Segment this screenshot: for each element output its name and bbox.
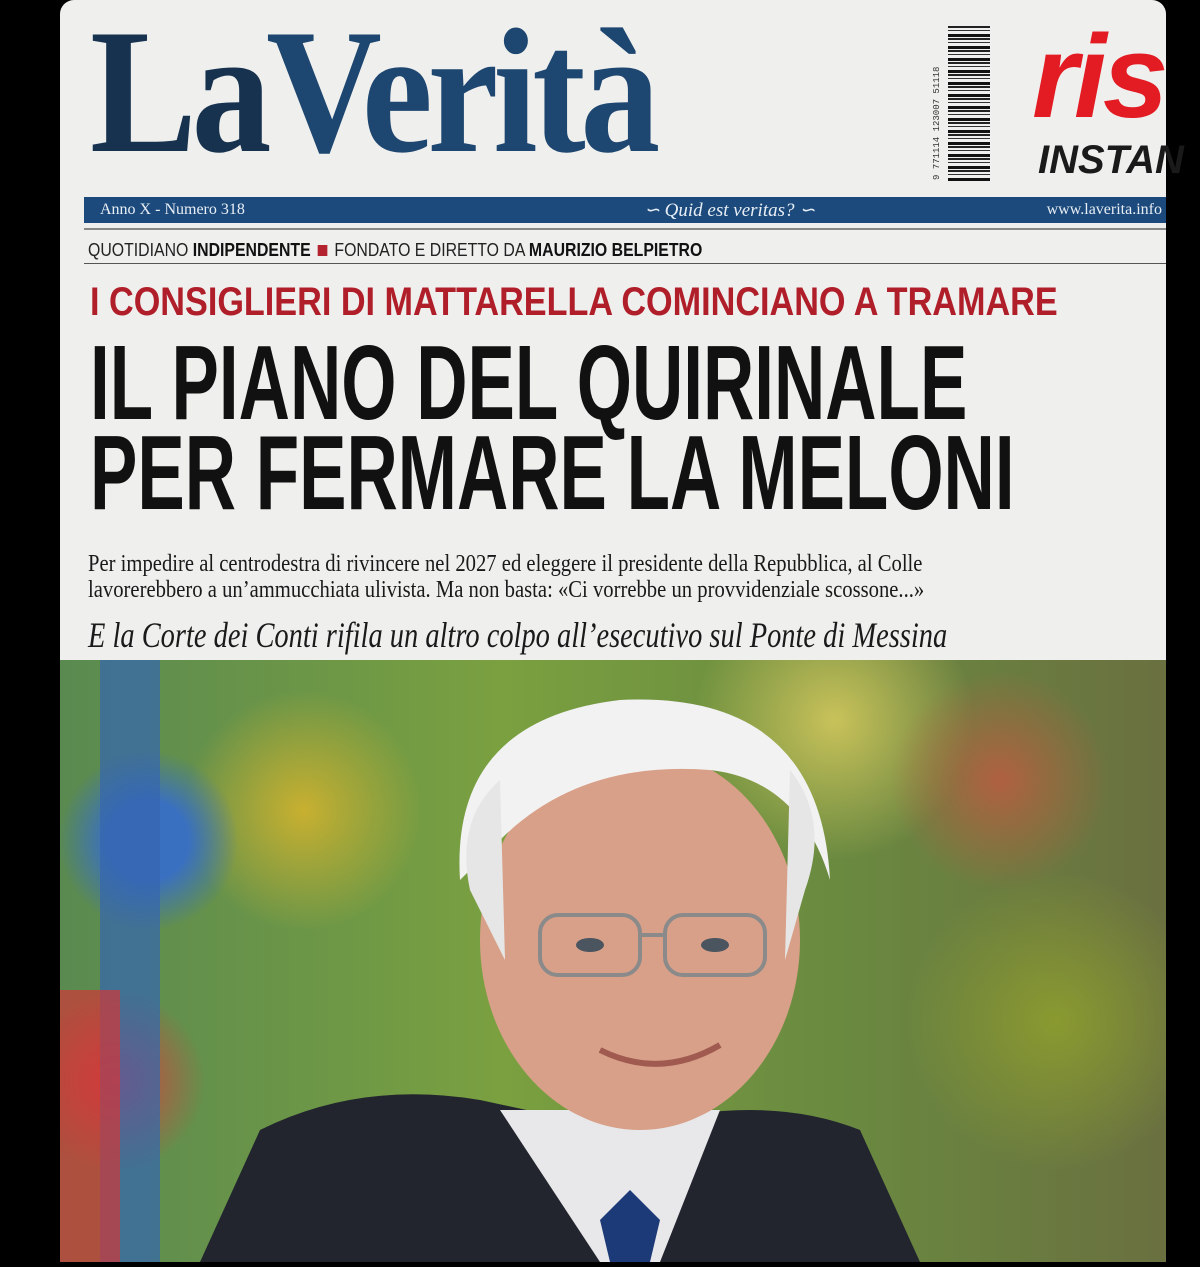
masthead-logo: LaVerità bbox=[90, 0, 655, 190]
website: www.laverita.info bbox=[1046, 201, 1162, 218]
summary-line-1: Per impedire al centrodestra di rivincere nel 2027 ed eleggere il presidente della Repubblica, al Colle bbox=[88, 551, 923, 577]
issue-number: Anno X - Numero 318 bbox=[100, 201, 245, 218]
divider bbox=[84, 263, 1166, 264]
square-bullet bbox=[318, 245, 328, 256]
barcode-digits: 9 771114 123007 51118 bbox=[932, 66, 942, 180]
kicker: I CONSIGLIERI DI MATTARELLA COMINCIANO A TRAMARE bbox=[90, 280, 1058, 324]
headline-line-1: IL PIANO DEL QUIRINALE bbox=[90, 324, 968, 442]
subheadline: E la Corte dei Conti rifila un altro colpo all’esecutivo sul Ponte di Messina bbox=[88, 615, 948, 655]
headline-line-2: PER FERMARE LA MELONI bbox=[90, 414, 1015, 532]
front-page-photo bbox=[60, 660, 1166, 1262]
newspaper-front-page bbox=[60, 0, 1184, 1262]
portrait-illustration bbox=[60, 660, 1166, 1262]
tagline: QUOTIDIANO INDIPENDENTE FONDATO E DIRETTO DA MAURIZIO BELPIETRO bbox=[88, 240, 703, 260]
divider bbox=[84, 228, 1166, 230]
side-ad-logo: ris bbox=[1032, 11, 1165, 143]
motto: ∽ Quid est veritas? ∽ bbox=[644, 200, 816, 221]
side-ad-text: INSTAN bbox=[1038, 138, 1184, 182]
issue-bar bbox=[84, 197, 1166, 223]
barcode bbox=[948, 26, 990, 182]
summary-line-2: lavorerebbero a un’ammucchiata ulivista. Ma non basta: «Ci vorrebbe un provvidenziale scossone...» bbox=[88, 577, 925, 603]
